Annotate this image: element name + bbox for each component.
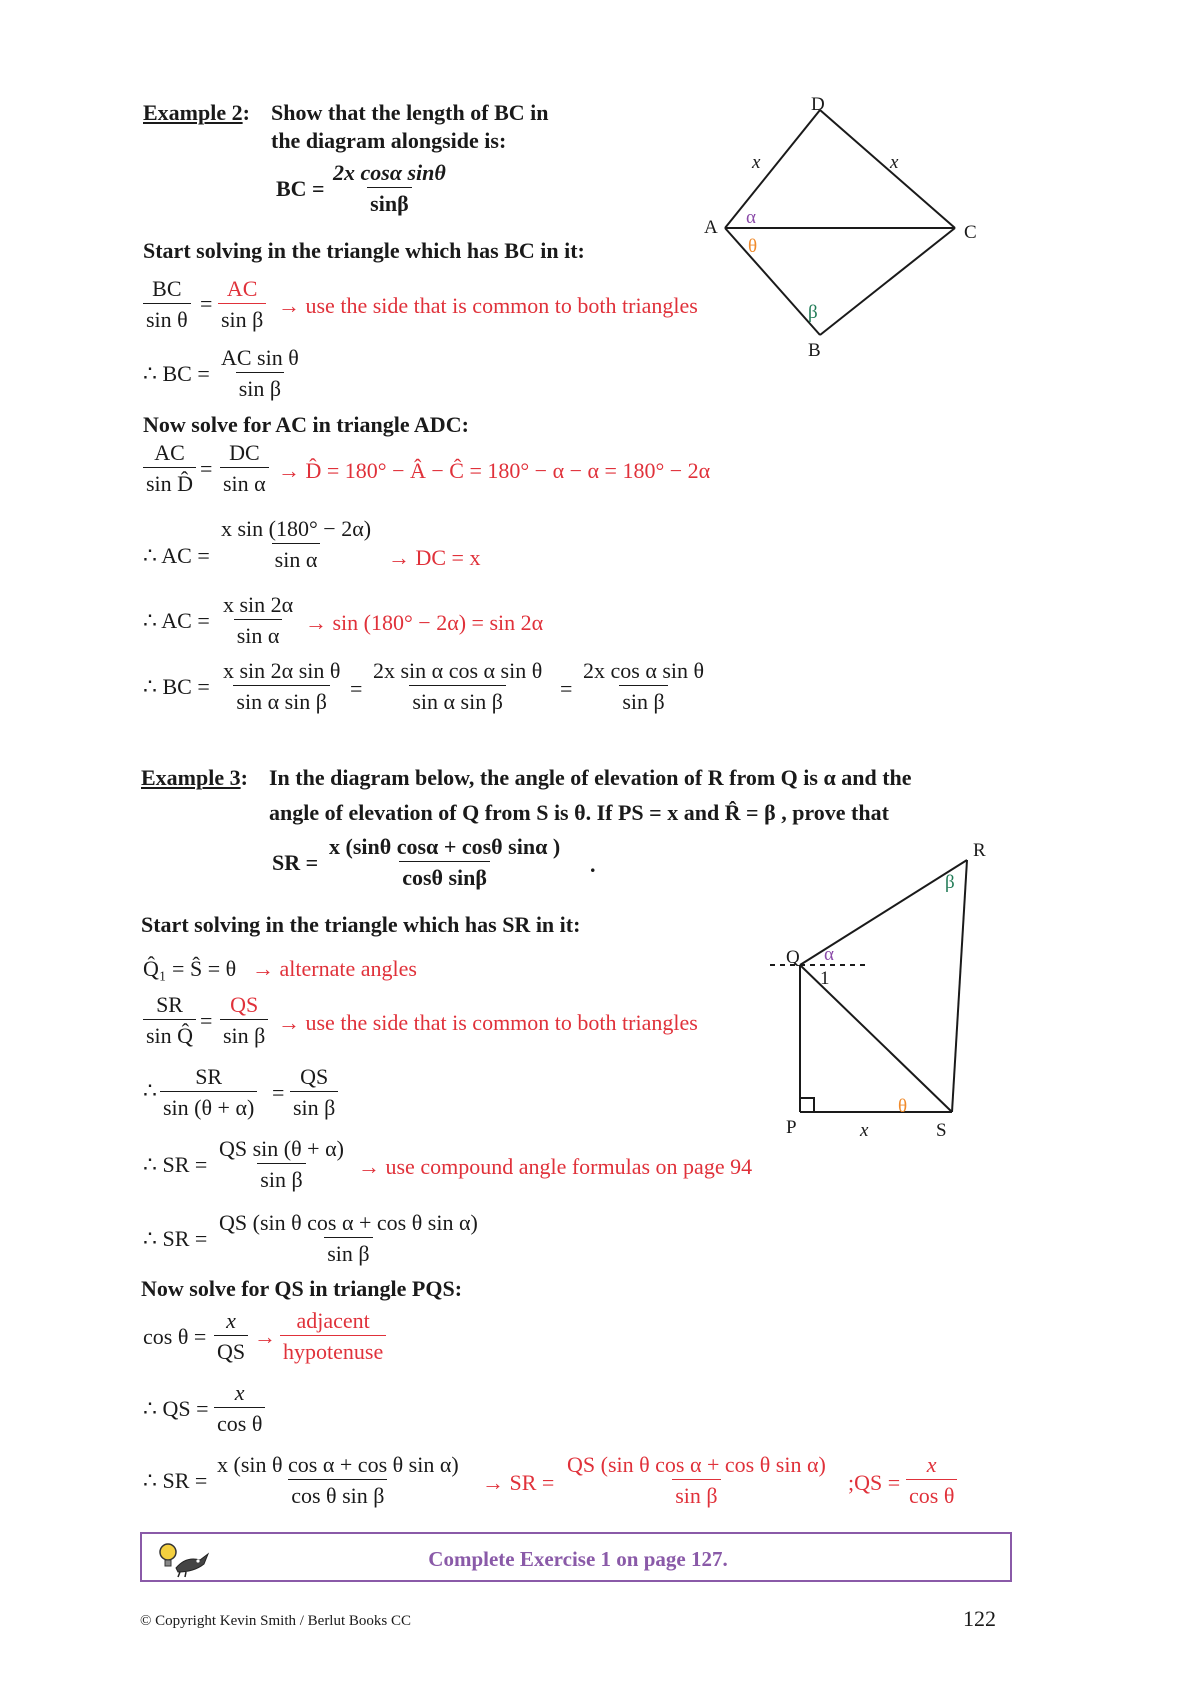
side-RS — [952, 860, 967, 1112]
ex2-step2-lhs: ∴ BC = — [143, 361, 210, 386]
example-3-formula-lhs: SR = — [272, 850, 319, 875]
right-angle-marker — [800, 1098, 814, 1112]
ex3-step6-fraction: $\frac{x}{QS}$ — [214, 1308, 248, 1365]
ex2-step6-fraction-3: $\frac{\text{2x cos α sin θ}}{\text{sin β}}$ — [583, 658, 705, 715]
equals-sign: = — [200, 456, 213, 481]
equals-sign: = — [350, 676, 363, 701]
ex3-step2-right-fraction: $\frac{QS}{\text{sin β}}$ — [220, 992, 268, 1049]
ex3-step8-separator: ;QS = — [848, 1470, 901, 1495]
ex3-step8-fraction-2: $\frac{\text{QS (sin θ cos α + cos θ sin α)}}{\text{sin β}}$ — [567, 1452, 826, 1509]
example-2-statement-line2: the diagram alongside is: — [271, 128, 507, 153]
ex3-step4-note: → use compound angle formulas on page 94 — [358, 1154, 753, 1179]
copyright-text: © Copyright Kevin Smith / Berlut Books CC — [140, 1613, 411, 1629]
vertex-label-P: P — [786, 1117, 797, 1138]
angle-label-alpha: α — [746, 207, 756, 228]
exercise-text: Complete Exercise 1 on page 127. — [428, 1547, 728, 1571]
example-2-heading: Example 2: — [143, 100, 250, 125]
ex3-step8-fraction-3: $\frac{x}{\text{cos θ}}$ — [906, 1452, 957, 1509]
ex3-step3-right-fraction: $\frac{QS}{\text{sin β}}$ — [290, 1064, 338, 1121]
ex3-step6-lhs: cos θ = — [143, 1324, 207, 1349]
ex3-step4-lhs: ∴ SR = — [143, 1152, 208, 1177]
ex2-step6-lhs: ∴ BC = — [143, 674, 210, 699]
example-2-statement-line1: Show that the length of BC in — [271, 100, 549, 125]
ex2-step1-right-fraction: $\frac{AC}{\text{sin β}}$ — [218, 276, 266, 333]
triangle-PQRS-diagram — [760, 840, 1000, 1130]
ex3-step2-note: → use the side that is common to both triangles — [278, 1010, 698, 1035]
equals-sign: = — [560, 676, 573, 701]
side-BC — [820, 228, 955, 335]
vertex-label-S: S — [936, 1120, 947, 1141]
ex3-step4-fraction: $\frac{\text{QS sin (θ + α)}}{\text{sin β}}$ — [219, 1136, 344, 1193]
kite-diagram — [690, 90, 990, 390]
ex3-step5-fraction: $\frac{\text{QS (sin θ cos α + cos θ sin α)}}{\text{sin β}}$ — [219, 1210, 478, 1267]
angle-label-1: 1 — [820, 968, 830, 989]
example-3-heading: Example 3: — [141, 765, 248, 790]
ex2-step1-left-fraction: $\frac{BC}{\text{sin θ}}$ — [143, 276, 191, 333]
ex3-step7-lhs: ∴ QS = — [143, 1396, 209, 1421]
page-number: 122 — [963, 1606, 996, 1631]
example-2-start-text: Start solving in the triangle which has BC in it: — [143, 238, 585, 263]
angle-label-beta: β — [808, 302, 818, 323]
ex3-step1-note: → alternate angles — [252, 956, 417, 981]
vertex-label-B: B — [808, 340, 821, 361]
ex2-step5-lhs: ∴ AC = — [143, 608, 210, 633]
vertex-label-Q: Q — [786, 947, 800, 968]
ex3-step3-lhs: ∴ — [143, 1078, 157, 1103]
ex3-step6-arrow: → — [254, 1324, 276, 1349]
example-3-statement-line1: In the diagram below, the angle of elevation of R from Q is α and the — [269, 765, 912, 790]
equals-sign: = — [272, 1080, 285, 1105]
ex2-step4-fraction: $\frac{\text{x sin (180° − 2α)}}{\text{sin α}}$ — [221, 516, 372, 573]
side-DA — [725, 110, 820, 228]
equals-sign: = — [200, 1008, 213, 1033]
ex2-now-solve: Now solve for AC in triangle ADC: — [143, 412, 469, 437]
ex2-step4-lhs: ∴ AC = — [143, 543, 210, 568]
angle-label-beta: β — [945, 872, 955, 893]
angle-label-theta: θ — [898, 1096, 908, 1117]
ex2-step1-note: → use the side that is common to both triangles — [278, 293, 698, 318]
formula-period: . — [590, 852, 596, 877]
ex2-step3-left-fraction: $\frac{AC}{\text{sin D̂}}$ — [143, 440, 196, 497]
side-label-x-right: x — [890, 152, 899, 173]
vertex-label-C: C — [964, 222, 977, 243]
side-label-x: x — [860, 1120, 869, 1141]
example-3-formula-fraction: $\frac{\text{x (sinθ cosα + cosθ sinα )}}{\text{cosθ sinβ}}$ — [329, 834, 561, 891]
side-label-x-left: x — [752, 152, 761, 173]
ex3-step8-lhs: ∴ SR = — [143, 1468, 208, 1493]
ex3-step6-right-fraction: adjacent hypotenuse — [280, 1308, 386, 1365]
ex3-step2-left-fraction: $\frac{SR}{\text{sin Q̂}}$ — [143, 992, 196, 1049]
exercise-box — [140, 1532, 1012, 1582]
vertex-label-R: R — [973, 840, 986, 861]
ex3-now-solve: Now solve for QS in triangle PQS: — [141, 1276, 463, 1301]
ex3-step7-fraction: $\frac{x}{\text{cos θ}}$ — [214, 1380, 265, 1437]
example-3-start-text: Start solving in the triangle which has SR in it: — [141, 912, 581, 937]
ex2-step6-fraction-1: $\frac{\text{x sin 2α sin θ}}{\text{sin α sin β}}$ — [223, 658, 341, 715]
ex2-step4-note: → DC = x — [388, 545, 481, 570]
equals-sign: = — [200, 291, 213, 316]
ex3-step5-lhs: ∴ SR = — [143, 1226, 208, 1251]
ex3-step1-equation: Q̂₁ = Ŝ = θ — [143, 956, 237, 981]
example-3-statement-line2: angle of elevation of Q from S is θ. If PS = x and R̂ = β , prove that — [269, 800, 889, 825]
ex2-step3-right-fraction: $\frac{DC}{\text{sin α}}$ — [220, 440, 269, 497]
angle-label-theta: θ — [748, 236, 758, 257]
example-2-formula-fraction: $\frac{\text{2x cosα sinθ}}{\sin\beta}$ — [333, 160, 446, 217]
ex2-step6-fraction-2: $\frac{\text{2x sin α cos α sin θ}}{\text{sin α sin β}}$ — [373, 658, 543, 715]
ex2-step3-note: → D̂ = 180° − Â − Ĉ = 180° − α − α = 180° − 2α — [278, 458, 711, 483]
side-AB — [725, 228, 820, 335]
vertex-label-A: A — [704, 217, 718, 238]
ex3-step8-arrow: → SR = — [482, 1470, 555, 1495]
ex2-step2-fraction: $\frac{\text{AC sin θ}}{\text{sin β}}$ — [221, 345, 299, 402]
side-DC — [820, 110, 955, 228]
ex3-step8-fraction: $\frac{\text{x (sin θ cos α + cos θ sin α)}}{\text{cos θ sin β}}$ — [217, 1452, 459, 1509]
angle-label-alpha: α — [824, 944, 834, 965]
example-2-formula-lhs: BC = — [276, 176, 325, 201]
vertex-label-D: D — [811, 94, 825, 115]
ex2-step5-note: → sin (180° − 2α) = sin 2α — [305, 610, 544, 635]
ex3-step3-left-fraction: $\frac{SR}{\sin (\theta + \alpha)}$ — [160, 1064, 257, 1121]
ex2-step5-fraction: $\frac{\text{x sin 2α}}{\text{sin α}}$ — [223, 592, 294, 649]
